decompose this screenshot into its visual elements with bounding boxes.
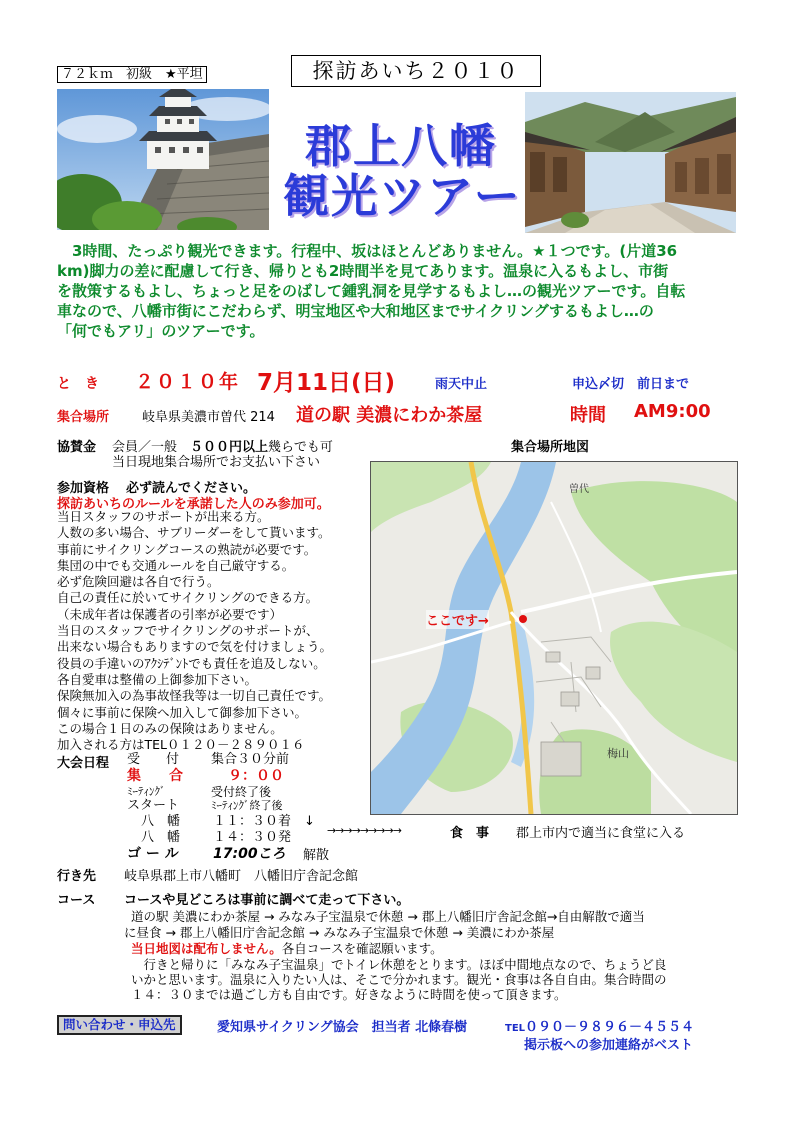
- qualification-item: 必ず危険回避は各自で行う。: [57, 574, 220, 590]
- map-heading: 集合場所地図: [511, 440, 590, 455]
- course-note-line: 行きと帰りに「みなみ子宝温泉」でトイレ休憩をとります。ほぼ中間地点なので、ちょうど良: [131, 957, 667, 972]
- schedule-label: 大会日程: [57, 756, 110, 771]
- event-series-title: 探訪あいち２０１０: [291, 55, 541, 87]
- intro-line: km)脚力の差に配慮して行き、帰りとも2時間半を見てあります。温泉に入るもよし、市街: [57, 262, 669, 280]
- event-date: 7月11日(日): [257, 370, 396, 396]
- qualification-item: 保険無加入の為事故怪我等は一切自己責任です。: [57, 688, 332, 704]
- intro-line: 3時間、たっぷり観光できます。行程中、坂はほとんどありません。★１つです。(片道36: [57, 242, 678, 260]
- meal-text: 郡上市内で適当に食堂に入る: [516, 826, 686, 841]
- fee-line2: 当日現地集合場所でお支払い下さい: [112, 455, 321, 470]
- course-label: コース: [57, 893, 96, 908]
- meal-arrows: →→→→→→→→→: [327, 824, 401, 837]
- qualification-item: 人数の多い場合、サブリーダーをして貰います。: [57, 525, 331, 541]
- schedule-item: ﾐｰﾃｨﾝｸﾞ: [127, 785, 166, 798]
- must-read-note: 必ず読んでください。: [126, 481, 257, 496]
- schedule-value: 17:00ころ: [213, 846, 286, 862]
- fee-label: 協賛金: [57, 440, 97, 455]
- schedule-item: スタート: [127, 798, 180, 813]
- meeting-address: 岐阜県美濃市曽代 214: [142, 410, 275, 425]
- schedule-item: 集 合: [127, 768, 183, 784]
- qualification-item: 個々に事前に保険へ加入して御参加下さい。: [57, 704, 308, 720]
- qualification-item: 自己の責任に於いてサイクリングのできる方。: [57, 590, 319, 606]
- qualification-list: [57, 509, 367, 753]
- rules-consent-line: 探訪あいちのルールを承諾した人のみ参加可。: [57, 497, 330, 512]
- application-deadline: 申込〆切 前日まで: [572, 377, 690, 392]
- old-street-photo: [525, 92, 736, 233]
- qualification-item: 当日スタッフのサポートが出来る方。: [57, 509, 270, 524]
- intro-line: 車なので、八幡市街にこだわらず、明宝地区や大和地区までサイクリングするもよし…の: [57, 302, 654, 320]
- no-map-red: 当日地図は配布しません。: [131, 941, 282, 956]
- fee-amount: ５００円以上: [190, 440, 269, 455]
- rain-cancel-note: 雨天中止: [435, 377, 488, 392]
- course-route-line2: に昼食 → 郡上八幡旧庁舎記念館 → みなみ子宝温泉で休憩 → 美濃にわか茶屋: [124, 925, 555, 940]
- schedule-value: １１：３０着 ↓: [213, 814, 315, 829]
- qualification-item: 当日のスタッフでサイクリングのサポートが、: [57, 623, 319, 639]
- intro-line: 「何でもアリ」のツアーです。: [57, 322, 265, 340]
- schedule-item: 受 付: [127, 752, 180, 767]
- fee-any-amount: 幾らでも可: [268, 440, 333, 455]
- main-title-line2: 観光ツアー: [283, 169, 522, 223]
- meal-label: 食 事: [450, 826, 490, 841]
- qualification-label: 参加資格: [57, 481, 110, 496]
- schedule-value: ﾐｰﾃｨﾝｸﾞ終了後: [211, 799, 283, 812]
- fee-member-general: 会員／一般: [112, 440, 191, 455]
- tel-prefix: TEL: [505, 1023, 526, 1034]
- goal-dismiss: 解散: [303, 848, 330, 863]
- castle-photo: [57, 89, 269, 230]
- date-label: と き: [57, 376, 99, 392]
- contact-label: 問い合わせ・申込先: [57, 1015, 182, 1035]
- schedule-item: ゴ ー ル: [127, 846, 179, 862]
- course-level-label: ７２ｋｍ 初級 ★平坦: [57, 66, 207, 83]
- contact-note: 掲示板への参加連絡がベスト: [524, 1038, 694, 1053]
- main-title-line1: 郡上八幡: [305, 119, 497, 173]
- destination-text: 岐阜県郡上市八幡町 八幡旧庁舎記念館: [124, 869, 359, 884]
- tel-number[interactable]: ０９０－９８９６－４５５４: [525, 1020, 695, 1035]
- course-note-line: １４：３０までは過ごし方も自由です。好きなように時間を使って頂きます。: [131, 987, 567, 1002]
- map-marker-label: ここです→: [426, 610, 489, 629]
- intro-line: を散策するもよし、ちょっと足をのばして鍾乳洞を見学するもよし…の観光ツアーです。自転: [57, 282, 686, 300]
- schedule-value: １４：３０発: [213, 830, 292, 845]
- schedule-value: ９：００: [228, 768, 284, 784]
- contact-tel: [505, 1016, 694, 1035]
- qualification-item: この場合１日のみの保険はありません。: [57, 720, 283, 736]
- no-map-rest: 各自コースを確認願います。: [281, 941, 443, 956]
- qualification-item: 加入される方はTEL０１２０－２８９０１６: [57, 737, 305, 753]
- qualification-item: 役員の手違いのｱｸｼﾃﾞﾝﾄでも責任を追及しない。: [57, 655, 326, 671]
- course-note-line: いかと思います。温泉に入りたい人は、そこで分かれます。観光・食事は各自自由。集合時間の: [131, 972, 667, 987]
- intro-paragraph: [57, 241, 747, 341]
- meeting-place-label: 集合場所: [57, 410, 110, 425]
- meeting-time: AM9:00: [634, 401, 711, 422]
- map-place-label: 梅山: [607, 747, 629, 760]
- no-map-note: [131, 939, 443, 957]
- qualification-item: （未成年者は保護者の引率が必要です）: [57, 606, 283, 622]
- qualification-item: 出来ない場合もありますので気を付けましょう。: [57, 639, 333, 655]
- qualification-item: 各自愛車は整備の上御参加下さい。: [57, 671, 258, 687]
- schedule-item: 八 幡: [141, 830, 181, 845]
- meeting-map[interactable]: [370, 461, 738, 815]
- course-notes: [131, 957, 741, 1002]
- schedule-item: 八 幡: [141, 814, 181, 829]
- destination-label: 行き先: [57, 869, 97, 884]
- date-year: ２０１０年: [135, 371, 241, 393]
- course-route-line1: 道の駅 美濃にわか茶屋 → みなみ子宝温泉で休憩 → 郡上八幡旧庁舎記念館→自由解散で適当: [131, 909, 645, 924]
- schedule-value: 受付終了後: [211, 785, 272, 799]
- schedule-value: 集合３０分前: [211, 752, 290, 767]
- map-place-label: 曽代: [569, 484, 589, 495]
- meeting-place-name: 道の駅 美濃にわか茶屋: [296, 405, 483, 426]
- course-heading: コースや見どころは事前に調べて走って下さい。: [124, 893, 410, 908]
- contact-org: 愛知県サイクリング協会 担当者 北條春樹: [217, 1020, 468, 1035]
- qualification-item: 事前にサイクリングコースの熟読が必要です。: [57, 541, 317, 557]
- meeting-time-label: 時間: [570, 405, 606, 426]
- qualification-item: 集団の中でも交通ルールを自己厳守する。: [57, 557, 295, 573]
